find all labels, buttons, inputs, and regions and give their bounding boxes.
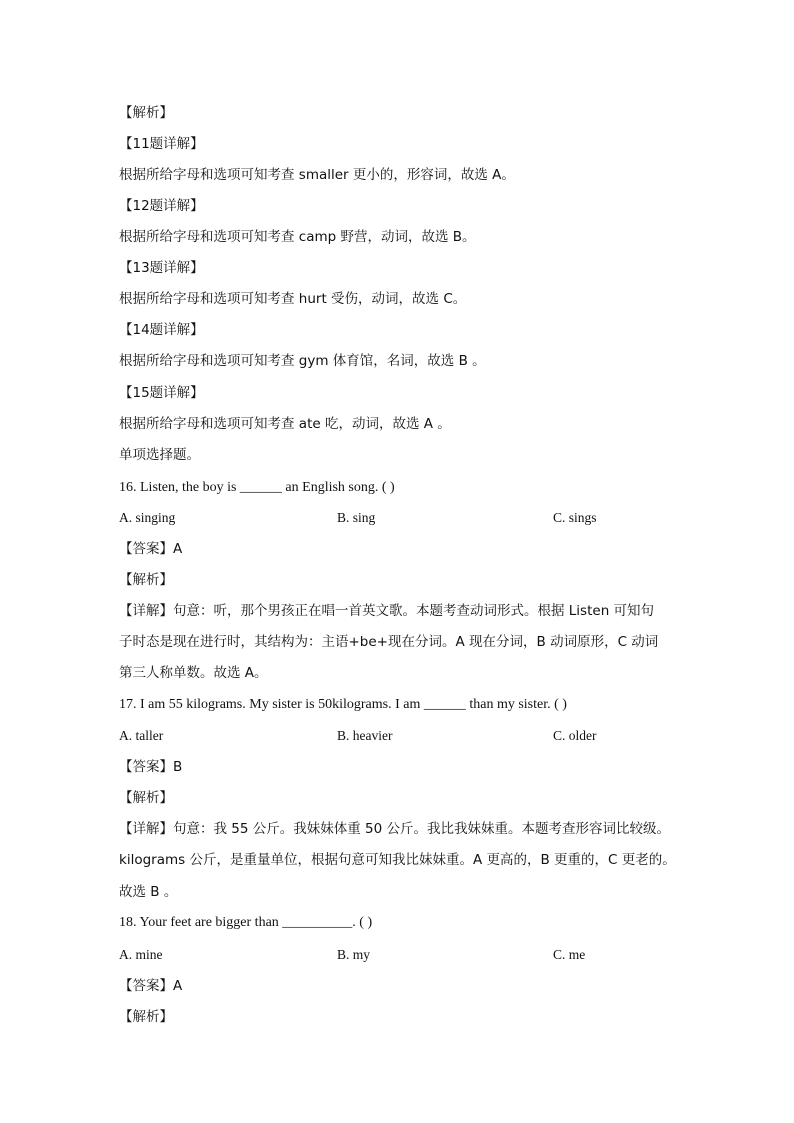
question-17: 17. I am 55 kilograms. My sister is 50kilograms. I am ______ than my sister. ( ): [119, 697, 567, 712]
q18-option-a: A. mine: [119, 947, 163, 962]
q17-detail-line-2: kilograms 公斤，是重量单位，根据句意可知我比妹妹重。A 更高的，B 更重的，C 更老的。: [119, 852, 676, 868]
q17-option-c: C. older: [553, 728, 597, 743]
q16-detail-line-1: 【详解】句意：听，那个男孩正在唱一首英文歌。本题考查动词形式。根据 Listen 可知句: [119, 603, 655, 619]
q17-analysis-heading: 【解析】: [119, 790, 173, 806]
q16-analysis-heading: 【解析】: [119, 572, 173, 588]
q14-detail-heading: 【14题详解】: [119, 322, 204, 338]
q12-detail-heading: 【12题详解】: [119, 198, 204, 214]
section-heading: 单项选择题。: [119, 447, 200, 463]
q16-option-a: A. singing: [119, 510, 176, 525]
q12-explanation: 根据所给字母和选项可知考查 camp 野营，动词，故选 B。: [119, 229, 476, 245]
q17-option-a: A. taller: [119, 728, 164, 743]
question-16: 16. Listen, the boy is ______ an English song. ( ): [119, 480, 395, 495]
q18-answer: 【答案】A: [119, 978, 183, 994]
question-18: 18. Your feet are bigger than __________. ( ): [119, 915, 373, 930]
q17-detail-line-3: 故选 B 。: [119, 884, 178, 900]
q17-detail-line-1: 【详解】句意：我 55 公斤。我妹妹体重 50 公斤。我比我妹妹重。本题考查形容词比较级。: [119, 821, 671, 837]
q16-option-b: B. sing: [337, 510, 376, 525]
q16-detail-line-3: 第三人称单数。故选 A。: [119, 665, 268, 681]
q15-detail-heading: 【15题详解】: [119, 385, 204, 401]
q18-option-b: B. my: [337, 947, 371, 962]
q13-explanation: 根据所给字母和选项可知考查 hurt 受伤，动词，故选 C。: [119, 291, 467, 307]
q17-answer: 【答案】B: [119, 759, 183, 775]
q16-answer: 【答案】A: [119, 541, 183, 557]
q16-detail-line-2: 子时态是现在进行时，其结构为：主语+be+现在分词。A 现在分词，B 动词原形，C 动词: [119, 634, 659, 650]
q16-option-c: C. sings: [553, 510, 597, 525]
q18-analysis-heading: 【解析】: [119, 1009, 173, 1025]
q18-option-c: C. me: [553, 947, 586, 962]
q11-explanation: 根据所给字母和选项可知考查 smaller 更小的，形容词，故选 A。: [119, 167, 515, 183]
q14-explanation: 根据所给字母和选项可知考查 gym 体育馆，名词，故选 B 。: [119, 353, 486, 369]
q11-detail-heading: 【11题详解】: [119, 136, 204, 152]
q13-detail-heading: 【13题详解】: [119, 260, 204, 276]
q15-explanation: 根据所给字母和选项可知考查 ate 吃，动词，故选 A 。: [119, 416, 451, 432]
analysis-heading: 【解析】: [119, 105, 173, 121]
q17-option-b: B. heavier: [337, 728, 393, 743]
